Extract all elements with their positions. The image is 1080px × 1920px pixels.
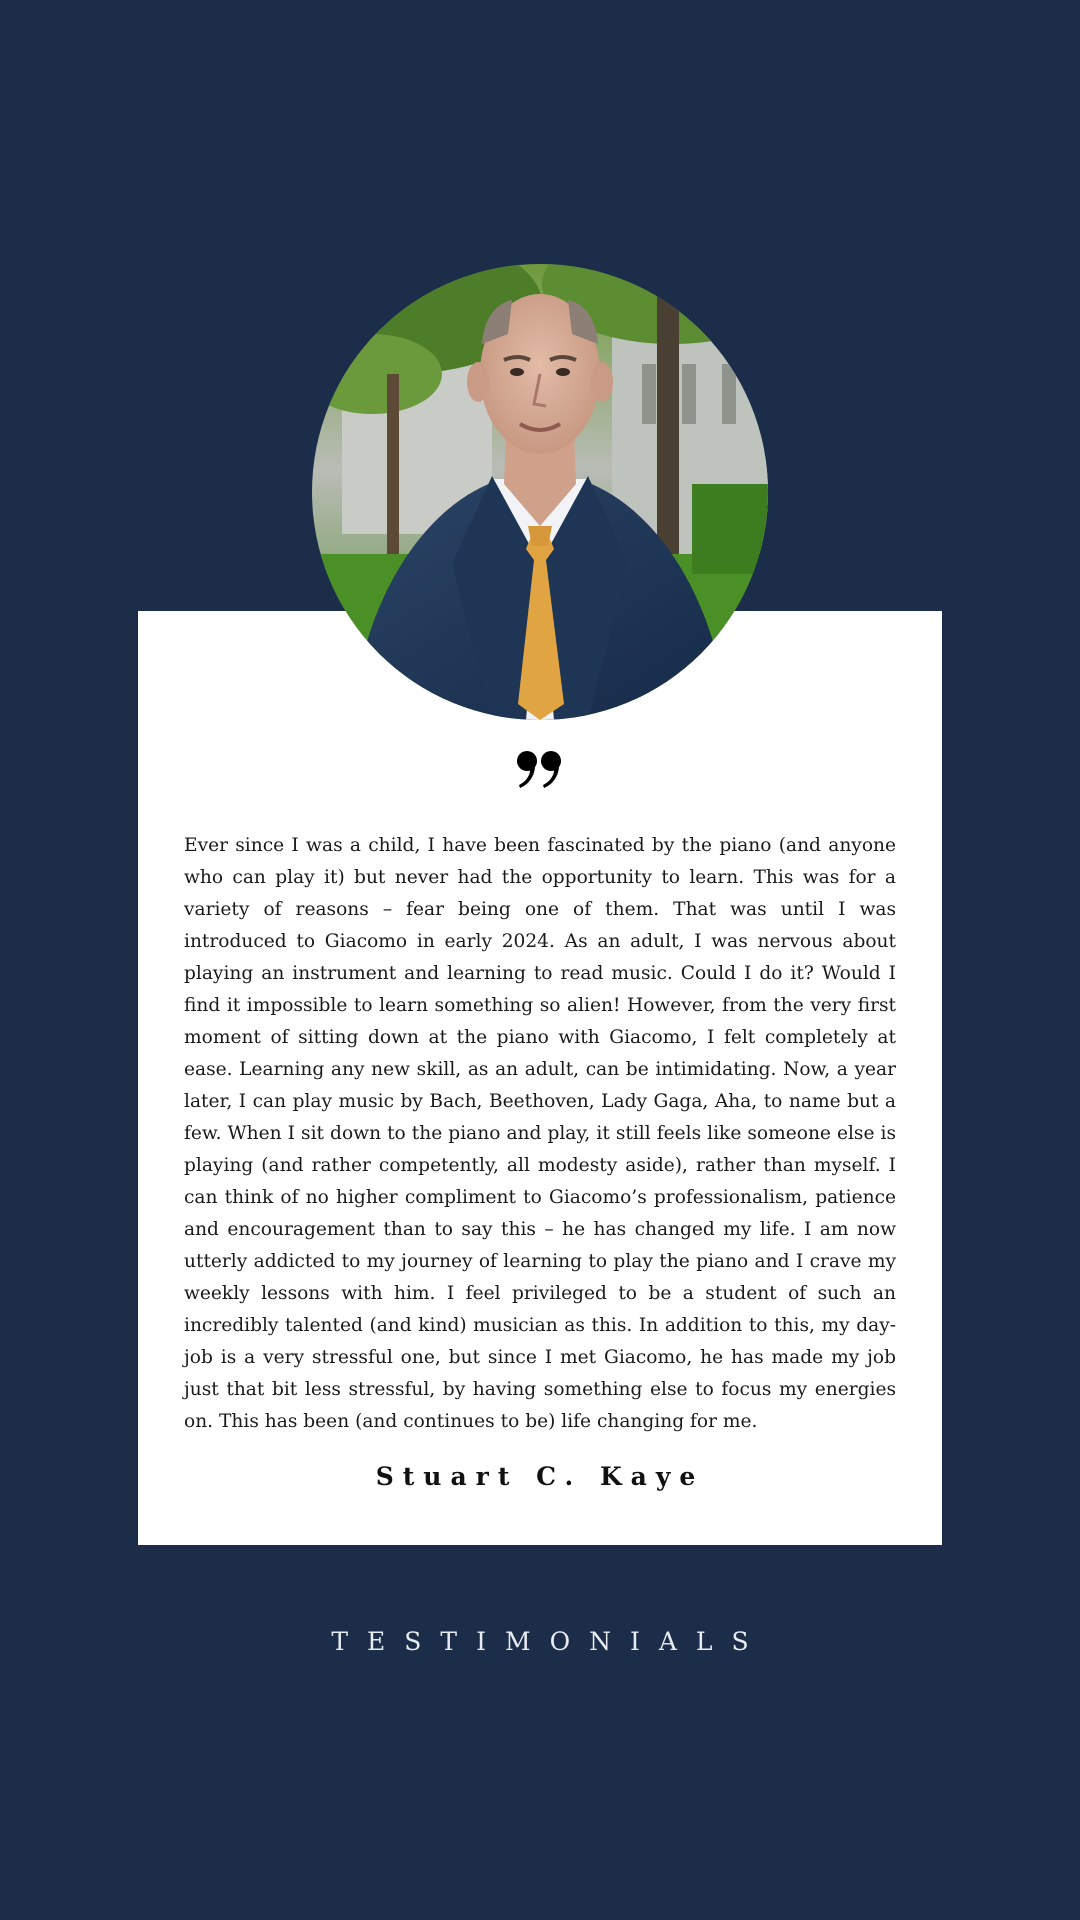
testimonial-text: Ever since I was a child, I have been fascinated by the piano (and anyone who can play it) but never had the opportunity to learn. This was for a variety of reasons – fear being one of them. That was until I was introduced to Giacomo in early 2024. As an adult, I was nervous about playing an instrument and learning to read music. Could I do it? Would I find it impossible to learn something so alien! However, from the very first moment of sitting down at the piano with Giacomo, I felt completely at ease. Learning any new skill, as an adult, can be intimidating. Now, a year later, I can play music by Bach, Beethoven, Lady Gaga, Aha, to name but a few. When I sit down to the piano and play, it still feels like someone else is playing (and rather competently, all modesty aside), rather than myself. I can think of no higher compliment to Giacomo’s professionalism, patience and encouragement than to say this – he has changed my life. I am now utterly addicted to my journey of learning to play the piano and I crave my weekly lessons with him. I feel privileged to be a student of such an incredibly talented (and kind) musician as this. In addition to this, my day-job is a very stressful one, but since I met Giacomo, he has made my job just that bit less stressful, by having something else to focus my energies on. This has been (and continues to be) life changing for me. bbox=[184, 835, 896, 1432]
portrait-photo bbox=[312, 264, 768, 720]
section-title: TESTIMONIALS bbox=[331, 1627, 768, 1656]
closing-quote-icon bbox=[516, 750, 564, 790]
quote-mark bbox=[0, 750, 1080, 800]
author-name: Stuart C. Kaye bbox=[375, 1462, 705, 1491]
author-portrait bbox=[312, 264, 768, 720]
